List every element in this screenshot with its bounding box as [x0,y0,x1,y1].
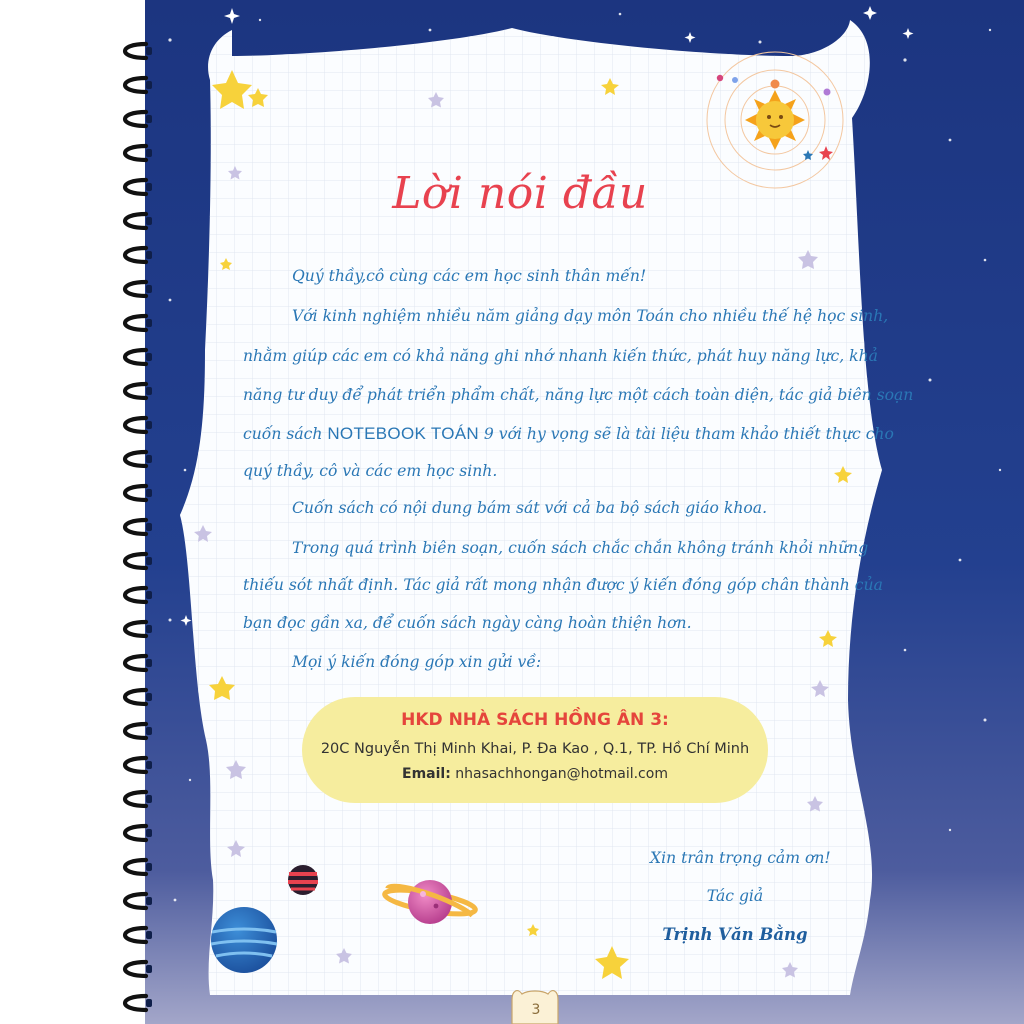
page-title: Lời nói đầu [392,168,648,219]
contact-title: HKD NHÀ SÁCH HỒNG ÂN 3: [401,710,669,730]
body-line: bạn đọc gần xa, để cuốn sách ngày càng hoàn thiện hơn. [243,614,692,632]
author-role: Tác giả [706,887,764,905]
email-address: nhasachhongan@hotmail.com [455,766,668,782]
body-line-end: 9 với hy vọng sẽ là tài liệu tham khảo thiết thực cho [478,425,894,443]
body-line: Cuốn sách có nội dung bám sát với cả ba bộ sách giáo khoa. [292,499,768,517]
body-line: Trong quá trình biên soạn, cuốn sách chắc chắn không tránh khỏi những [292,539,869,557]
thanks-line: Xin trân trọng cảm ơn! [650,849,831,867]
email-label: Email: [402,766,451,782]
contact-address: 20C Nguyễn Thị Minh Khai, P. Đa Kao , Q.1, TP. Hồ Chí Minh [320,741,750,757]
greeting-line: Quý thầy,cô cùng các em học sinh thân mến! [292,267,647,285]
body-line: nhằm giúp các em có khả năng ghi nhớ nhanh kiến thức, phát huy năng lực, khả [243,347,878,365]
body-line: năng tư duy để phát triển phẩm chất, năng lực một cách toàn diện, tác giả biên soạn [243,386,914,404]
page-number: 3 [531,1002,541,1018]
body-line: quý thầy, cô và các em học sinh. [243,462,498,480]
author-name: Trịnh Văn Bằng [662,925,808,944]
body-line: Với kinh nghiệm nhiều năm giảng dạy môn Toán cho nhiều thế hệ học sinh, [292,307,889,325]
body-line: Mọi ý kiến đóng góp xin gửi về: [292,653,542,671]
body-line: thiếu sót nhất định. Tác giả rất mong nhận được ý kiến đóng góp chân thành của [243,576,883,594]
contact-email-line [302,766,768,782]
body-line-start: cuốn sách [243,425,328,443]
body-line [243,424,894,444]
book-title: NOTEBOOK TOÁN [327,424,479,443]
